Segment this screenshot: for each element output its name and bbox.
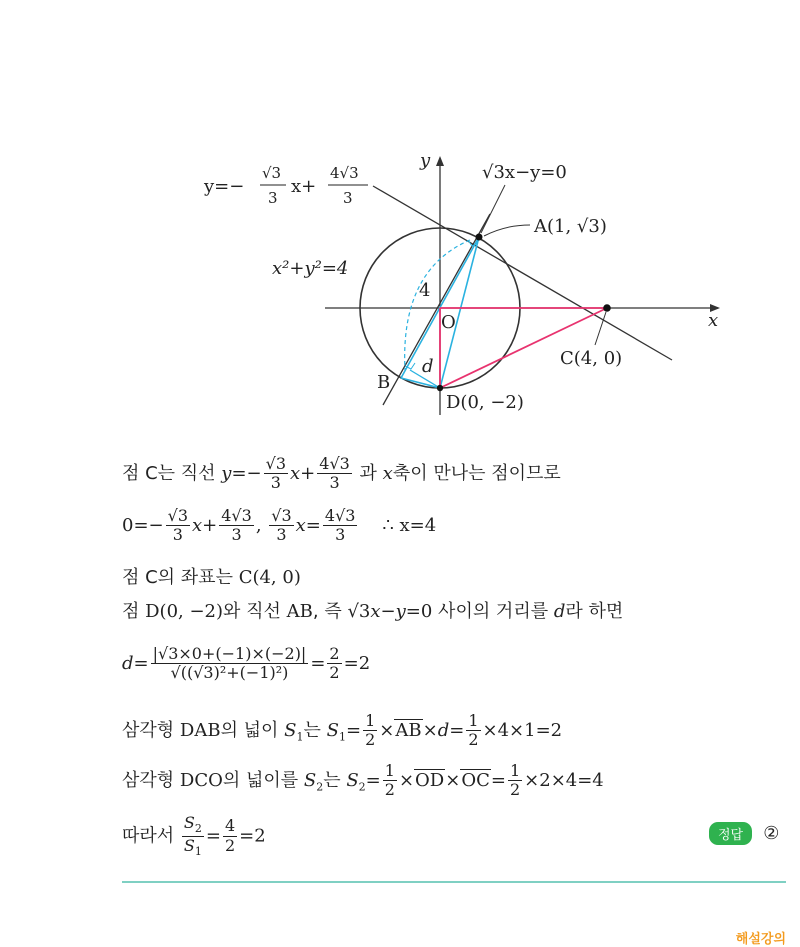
- point-d-dot: [437, 385, 443, 391]
- tangent-frac1-num: √3: [262, 164, 282, 182]
- tangent-line: [373, 186, 672, 360]
- arrow-a: [484, 225, 530, 236]
- solution-line-8: 따라서 $\frac{S_2}{S_1}$ = $\frac{4}{2}$ =2: [122, 813, 266, 859]
- point-a-dot: [476, 234, 483, 241]
- solution-line-6: 삼각형 DAB의 넓이 $S_1$는 $S_1=$ $\frac{1}{2}$ ×AB×d= $\frac{1}{2}$ ×4×1=2: [122, 711, 563, 750]
- label-point-d: D(0, −2): [446, 392, 524, 413]
- label-point-b: B: [377, 372, 391, 393]
- label-4: 4: [419, 280, 431, 301]
- tangent-eq-mid: x+: [291, 176, 317, 197]
- solution-line-1: 점 C는 직선 y=− $\frac{√3}{3}$ x+ $\frac{4√3}{3}$ 과 x축이 만나는 점이므로: [122, 454, 561, 493]
- divider-rule: [122, 881, 786, 883]
- tangent-eq-left: y=−: [204, 176, 245, 197]
- y-axis-arrow: [436, 156, 444, 166]
- label-circle-eq: x²+y²=4: [272, 258, 349, 279]
- arrow-c: [595, 312, 606, 345]
- tangent-frac2-num: 4√3: [330, 164, 359, 182]
- arrow-line-eq: [481, 185, 505, 233]
- dashed-arc: [405, 240, 470, 370]
- line-ab: [383, 214, 490, 405]
- brand-mark: 해설강의: [735, 932, 786, 947]
- label-d: d: [422, 356, 434, 377]
- answer-badge: 정답: [709, 822, 752, 845]
- label-point-c: C(4, 0): [560, 348, 623, 369]
- point-c-dot: [603, 304, 611, 312]
- geometry-figure: [0, 0, 800, 430]
- label-origin: O: [441, 312, 456, 333]
- tangent-frac2-den: 3: [343, 189, 353, 207]
- answer: [709, 822, 779, 845]
- solution-line-2: 0=− $\frac{√3}{3}$ x+ $\frac{4√3}{3}$ , $\frac{√3}{3}$ x= $\frac{4√3}{3}$ ∴ x=4: [122, 506, 437, 545]
- therefore: ∴ x=4: [382, 514, 437, 536]
- solution-line-5: d= $\frac{|√3\times 0+(-1)\times(-2)|}{\text{√((√3)²+(−1)²)}}$ = $\frac{2}{2}$ =2: [122, 644, 371, 683]
- answer-value: ②: [763, 823, 780, 844]
- label-point-a: A(1, √3): [534, 216, 607, 237]
- label-x-axis: x: [708, 310, 719, 331]
- solution-line-7: 삼각형 DCO의 넓이를 $S_2$는 $S_2=$ $\frac{1}{2}$ ×OD×OC= $\frac{1}{2}$ ×2×4=4: [122, 761, 604, 800]
- label-line-eq: √3x−y=0: [482, 162, 567, 183]
- label-y-axis: y: [420, 150, 431, 171]
- solution-line-4: 점 D(0, −2)와 직선 AB, 즉 √3x−y=0 사이의 거리를 d라 하면: [122, 601, 624, 622]
- solution-line-3: 점 C의 좌표는 C(4, 0): [122, 567, 301, 588]
- tangent-frac1-den: 3: [268, 189, 278, 207]
- segment-db: [401, 378, 440, 388]
